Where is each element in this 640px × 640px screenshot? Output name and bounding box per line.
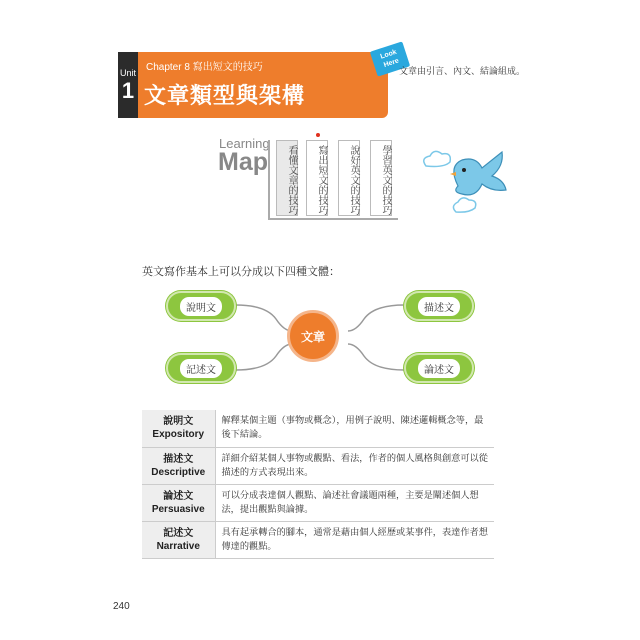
chapter-label: Chapter 8 寫出短文的技巧	[146, 62, 263, 73]
node-expository-label: 說明文	[180, 297, 222, 316]
learning-step-3: 說好英文的技巧	[338, 140, 360, 216]
genre-zh: 記述文	[163, 527, 194, 539]
mindmap-center: 文章	[287, 310, 339, 362]
genre-zh: 論述文	[163, 490, 194, 502]
genre-table	[142, 410, 494, 559]
genre-name	[142, 410, 215, 447]
page-title: 文章類型與架構	[144, 84, 306, 109]
look-here-note: 文章由引言、內文、結論組成。	[399, 67, 526, 77]
look-here-line1: Look	[379, 48, 398, 61]
node-persuasive	[404, 353, 474, 383]
genre-name	[142, 484, 215, 521]
table-row	[142, 447, 494, 484]
genre-description: 解釋某個主題（事物或概念），用例子說明、陳述邏輯概念等，最後下結論。	[215, 410, 494, 447]
node-narrative	[166, 353, 236, 383]
node-persuasive-label: 論述文	[418, 359, 460, 378]
table-row	[142, 410, 494, 447]
genre-en: Persuasive	[151, 503, 205, 515]
node-descriptive-label: 描述文	[418, 297, 460, 316]
unit-label: Unit	[119, 68, 136, 78]
table-row	[142, 484, 494, 521]
learning-map-word: Learning	[219, 136, 270, 151]
genre-name	[142, 447, 215, 484]
page-number: 240	[113, 601, 130, 612]
genre-zh: 描述文	[163, 453, 194, 465]
learning-step-2: 寫出短文的技巧	[306, 140, 328, 216]
learning-step-1: 看懂文章的技巧	[276, 140, 298, 216]
table-row	[142, 521, 494, 558]
genre-en: Descriptive	[151, 466, 206, 478]
genre-name	[142, 521, 215, 558]
learning-map-title: Map	[218, 148, 268, 176]
look-here-line2: Here	[382, 57, 400, 70]
node-narrative-label: 記述文	[180, 359, 222, 378]
genre-zh: 說明文	[163, 416, 194, 428]
genre-description: 詳細介紹某個人事物或觀點、看法，作者的個人風格與創意可以從描述的方式表現出來。	[215, 447, 494, 484]
intro-text: 英文寫作基本上可以分成以下四種文體：	[142, 265, 340, 278]
genre-en: Narrative	[156, 540, 200, 552]
unit-number: 1	[121, 78, 135, 103]
learning-step-4: 學習英文的技巧	[370, 140, 392, 216]
genre-en: Expository	[152, 429, 205, 441]
node-descriptive	[404, 291, 474, 321]
node-expository	[166, 291, 236, 321]
genre-description: 具有起承轉合的腳本，通常是藉由個人經歷或某事件，表達作者想傳達的觀點。	[215, 521, 494, 558]
genre-description: 可以分成表達個人觀點、論述社會議題兩種，主要是闡述個人想法，提出觀點與論據。	[215, 484, 494, 521]
